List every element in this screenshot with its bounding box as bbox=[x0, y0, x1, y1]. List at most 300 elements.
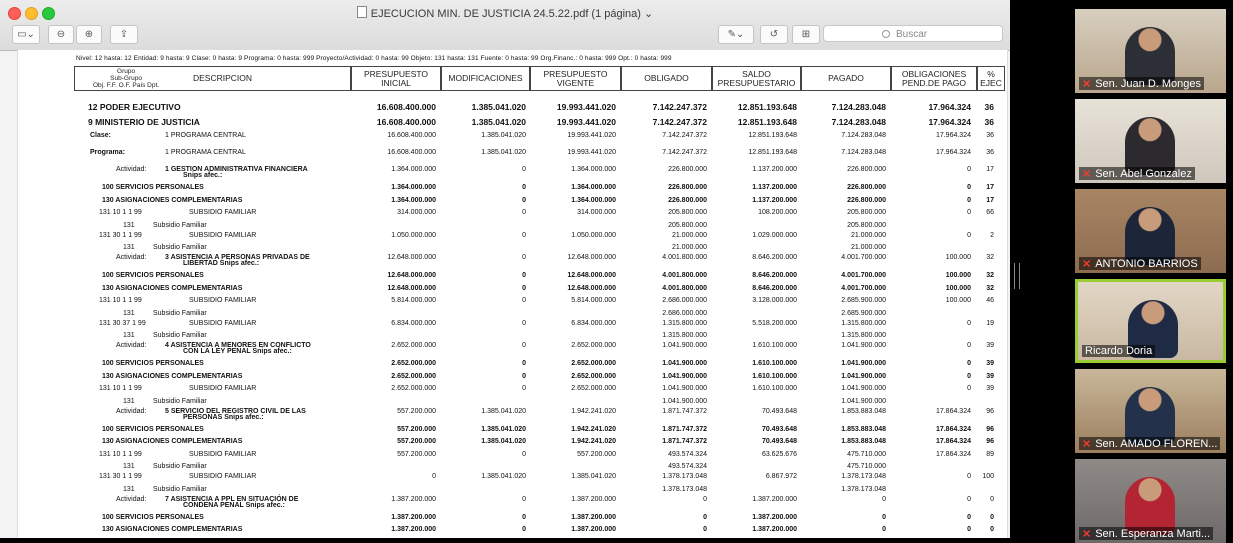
row-description: 130 ASIGNACIONES COMPLEMENTARIAS bbox=[102, 438, 243, 446]
cell-mod: 0 bbox=[522, 342, 526, 350]
cell-mod: 1.385.041.020 bbox=[481, 132, 526, 140]
cell-obl: 1.871.747.372 bbox=[662, 438, 707, 446]
cell-obl: 0 bbox=[703, 495, 707, 503]
cell-ini: 557.200.000 bbox=[397, 450, 436, 458]
row-description: SUBSIDIO FAMILIAR bbox=[189, 231, 257, 239]
cell-obl: 226.800.000 bbox=[668, 166, 707, 174]
cell-pct: 36 bbox=[986, 132, 994, 140]
cell-ini: 1.364.000.000 bbox=[391, 166, 436, 174]
row-description: 100 SERVICIOS PERSONALES bbox=[102, 184, 204, 192]
row-label: Programa: bbox=[90, 149, 126, 157]
row-description: 1 PROGRAMA CENTRAL bbox=[165, 149, 246, 157]
cell-sal: 1.137.200.000 bbox=[752, 166, 797, 174]
cell-obl: 1.315.800.000 bbox=[662, 332, 707, 340]
row-description: SUBSIDIO FAMILIAR bbox=[189, 319, 257, 327]
rotate-icon: ↺ bbox=[769, 29, 779, 40]
row-label: Actividad: bbox=[116, 166, 147, 174]
cell-mod: 0 bbox=[522, 209, 526, 217]
header-grupo: Grupo bbox=[117, 68, 136, 75]
cell-pen: 17.864.324 bbox=[935, 438, 971, 446]
cell-obl: 21.000.000 bbox=[671, 231, 707, 239]
cell-vig: 1.387.200.000 bbox=[571, 495, 616, 503]
cell-pen: 17.864.324 bbox=[935, 425, 971, 433]
cell-ini: 12.648.000.000 bbox=[387, 254, 436, 262]
cell-vig: 19.993.441.020 bbox=[556, 102, 616, 112]
cell-vig: 1.387.200.000 bbox=[571, 526, 616, 534]
cell-obl: 1.871.747.372 bbox=[662, 425, 707, 433]
cell-sal: 12.851.193.648 bbox=[748, 132, 797, 140]
object-code: 131 bbox=[123, 463, 135, 470]
object-code: 131 30 1 1 99 bbox=[99, 473, 142, 481]
cell-obl: 226.800.000 bbox=[668, 196, 707, 204]
cell-ini: 16.608.400.000 bbox=[376, 102, 436, 112]
cell-mod: 0 bbox=[522, 231, 526, 239]
cell-mod: 0 bbox=[522, 254, 526, 262]
cell-pen: 0 bbox=[967, 526, 971, 534]
cell-ini: 16.608.400.000 bbox=[387, 149, 436, 157]
row-subdescription: CONDENA PENAL Snips afec.: bbox=[183, 501, 285, 509]
zoom-out-button[interactable] bbox=[48, 25, 74, 44]
cell-pct: 39 bbox=[986, 385, 994, 393]
cell-ini: 12.648.000.000 bbox=[387, 284, 436, 292]
filter-line: Nivel: 12 hasta: 12 Entidad: 9 hasta: 9 Clase: 0 hasta: 9 Programa: 0 hasta: 999 Proyecto/Actividad: 0 hasta: 99 Objeto: 131 hasta: 131 Fuente: 0 hasta: 99 Org.Financ.: 0 hasta: 999 Opt.: 0 hasta: 999 bbox=[76, 55, 672, 62]
cell-pct: 36 bbox=[986, 149, 994, 157]
participant-name-text: Sen. Abel Gonzalez bbox=[1095, 168, 1192, 180]
cell-obl: 7.142.247.372 bbox=[652, 117, 707, 128]
row-description: 100 SERVICIOS PERSONALES bbox=[102, 513, 204, 521]
cell-obl: 493.574.324 bbox=[668, 450, 707, 458]
row-description: 1 GESTION ADMINISTRATIVA FINANCIERA bbox=[165, 166, 308, 174]
header-obligaciones-pend: OBLIGACIONES PEND.DE PAGO bbox=[891, 66, 977, 91]
cell-ini: 557.200.000 bbox=[397, 438, 436, 446]
participant-name bbox=[1079, 77, 1204, 90]
cell-sal: 12.851.193.648 bbox=[737, 117, 797, 128]
cell-vig: 19.993.441.020 bbox=[556, 117, 616, 128]
object-code: 131 10 1 1 99 bbox=[99, 209, 142, 217]
toolbox-icon: ⊞ bbox=[801, 29, 811, 40]
cell-ini: 16.608.400.000 bbox=[376, 117, 436, 128]
object-code: 131 10 1 1 99 bbox=[99, 297, 142, 305]
participant-name-text: Sen. Juan D. Monges bbox=[1095, 78, 1202, 90]
zoom-in-icon: ⊕ bbox=[84, 29, 94, 40]
window-title bbox=[0, 6, 1010, 20]
row-description: Subsidio Familiar bbox=[153, 463, 207, 470]
cell-pag: 21.000.000 bbox=[850, 244, 886, 252]
cell-vig: 5.814.000.000 bbox=[571, 297, 616, 305]
cell-vig: 1.942.241.020 bbox=[571, 438, 616, 446]
cell-vig: 314.000.000 bbox=[577, 209, 616, 217]
cell-pen: 0 bbox=[967, 495, 971, 503]
object-code: 131 bbox=[123, 397, 135, 405]
cell-obl: 1.315.800.000 bbox=[662, 319, 707, 327]
row-description: SUBSIDIO FAMILIAR bbox=[189, 450, 257, 458]
cell-ini: 6.834.000.000 bbox=[391, 319, 436, 327]
cell-pen: 17.964.324 bbox=[935, 149, 971, 157]
cell-pag: 4.001.700.000 bbox=[841, 284, 886, 292]
titlebar bbox=[0, 0, 1010, 51]
cell-obl: 205.800.000 bbox=[668, 221, 707, 229]
cell-mod: 0 bbox=[522, 297, 526, 305]
cell-pag: 1.041.900.000 bbox=[841, 342, 886, 350]
row-subdescription: PERSONAS Snips afec.: bbox=[183, 413, 264, 421]
participant-name bbox=[1082, 345, 1155, 357]
cell-pag: 475.710.000 bbox=[847, 463, 886, 470]
row-label: Clase: bbox=[90, 132, 112, 140]
cell-mod: 0 bbox=[522, 513, 526, 521]
cell-ini: 314.000.000 bbox=[397, 209, 436, 217]
row-description: SUBSIDIO FAMILIAR bbox=[189, 385, 257, 393]
cell-pag: 1.315.800.000 bbox=[841, 332, 886, 340]
cell-sal: 8.646.200.000 bbox=[752, 254, 797, 262]
cell-pag: 1.853.883.048 bbox=[841, 425, 886, 433]
cell-vig: 1.387.200.000 bbox=[571, 513, 616, 521]
cell-mod: 0 bbox=[522, 196, 526, 204]
cell-pct: 32 bbox=[986, 254, 994, 262]
cell-obl: 226.800.000 bbox=[668, 184, 707, 192]
cell-pen: 17.864.324 bbox=[935, 450, 971, 458]
participant-tile[interactable] bbox=[1075, 189, 1226, 273]
cell-ini: 0 bbox=[432, 473, 436, 481]
row-description: Subsidio Familiar bbox=[153, 244, 207, 252]
participant-name bbox=[1079, 527, 1213, 540]
cell-mod: 1.385.041.020 bbox=[481, 425, 526, 433]
cell-pen: 17.864.324 bbox=[935, 407, 971, 415]
cell-mod: 0 bbox=[522, 272, 526, 280]
cell-pen: 0 bbox=[967, 196, 971, 204]
cell-pct: 39 bbox=[986, 360, 994, 368]
cell-ini: 2.652.000.000 bbox=[391, 385, 436, 393]
cell-pag: 1.041.900.000 bbox=[841, 397, 886, 405]
window-title-text: EJECUCION MIN. DE JUSTICIA 24.5.22.pdf (1 página) bbox=[370, 8, 641, 20]
cell-mod: 0 bbox=[522, 385, 526, 393]
zoom-in-button[interactable] bbox=[76, 25, 102, 44]
search-icon bbox=[882, 30, 890, 38]
cell-vig: 1.364.000.000 bbox=[571, 166, 616, 174]
cell-pct: 36 bbox=[984, 117, 994, 128]
cell-pag: 7.124.283.048 bbox=[831, 102, 886, 112]
cell-obl: 205.800.000 bbox=[668, 209, 707, 217]
cell-pen: 0 bbox=[967, 360, 971, 368]
cell-obl: 1.041.900.000 bbox=[662, 372, 707, 380]
cell-mod: 0 bbox=[522, 450, 526, 458]
cell-mod: 1.385.041.020 bbox=[471, 117, 526, 128]
cell-pag: 21.000.000 bbox=[850, 231, 886, 239]
rotate-button[interactable] bbox=[760, 25, 788, 44]
cell-pct: 17 bbox=[986, 166, 994, 174]
cell-vig: 2.652.000.000 bbox=[571, 372, 616, 380]
search-placeholder: Buscar bbox=[896, 29, 928, 40]
cell-pct: 0 bbox=[990, 495, 994, 503]
cell-obl: 7.142.247.372 bbox=[662, 132, 707, 140]
cell-pen: 100.000 bbox=[945, 254, 971, 262]
cell-ini: 1.364.000.000 bbox=[391, 196, 436, 204]
cell-pag: 2.685.900.000 bbox=[841, 309, 886, 317]
cell-pag: 7.124.283.048 bbox=[841, 149, 886, 157]
cell-vig: 2.652.000.000 bbox=[571, 385, 616, 393]
cell-pag: 0 bbox=[882, 526, 886, 534]
share-button[interactable] bbox=[110, 25, 138, 44]
cell-ini: 12.648.000.000 bbox=[387, 272, 436, 280]
header-group bbox=[74, 66, 351, 91]
cell-pen: 100.000 bbox=[945, 297, 971, 305]
cell-ini: 1.387.200.000 bbox=[391, 495, 436, 503]
cell-pen: 0 bbox=[967, 231, 971, 239]
cell-pen: 0 bbox=[967, 385, 971, 393]
cell-vig: 6.834.000.000 bbox=[571, 319, 616, 327]
cell-pag: 2.685.900.000 bbox=[841, 297, 886, 305]
zoom-out-icon: ⊖ bbox=[56, 29, 66, 40]
header-group-lines bbox=[93, 68, 159, 89]
cell-ini: 1.364.000.000 bbox=[391, 184, 436, 192]
row-label: Actividad: bbox=[116, 254, 147, 262]
participant-tile[interactable] bbox=[1075, 9, 1226, 93]
row-description: Subsidio Familiar bbox=[153, 485, 207, 493]
cell-pct: 46 bbox=[986, 297, 994, 305]
cell-pag: 1.853.883.048 bbox=[841, 407, 886, 415]
cell-pag: 475.710.000 bbox=[847, 450, 886, 458]
cell-ini: 5.814.000.000 bbox=[391, 297, 436, 305]
cell-sal: 5.518.200.000 bbox=[752, 319, 797, 327]
cell-obl: 2.686.000.000 bbox=[662, 297, 707, 305]
cell-obl: 1.041.900.000 bbox=[662, 385, 707, 393]
cell-vig: 2.652.000.000 bbox=[571, 360, 616, 368]
object-code: 131 10 1 1 99 bbox=[99, 385, 142, 393]
object-code: 131 bbox=[123, 332, 135, 340]
row-description: 130 ASIGNACIONES COMPLEMENTARIAS bbox=[102, 284, 243, 292]
row-description: SUBSIDIO FAMILIAR bbox=[189, 297, 257, 305]
header-presupuesto-inicial: PRESUPUESTO INICIAL bbox=[351, 66, 441, 91]
cell-pct: 96 bbox=[986, 407, 994, 415]
cell-pag: 205.800.000 bbox=[847, 209, 886, 217]
cell-pen: 0 bbox=[967, 342, 971, 350]
cell-sal: 8.646.200.000 bbox=[752, 284, 797, 292]
cell-obl: 0 bbox=[703, 513, 707, 521]
cell-sal: 8.646.200.000 bbox=[752, 272, 797, 280]
row-subdescription: LIBERTAD Snips afec.: bbox=[183, 260, 260, 268]
participant-name bbox=[1079, 167, 1195, 180]
participant-name bbox=[1079, 437, 1220, 450]
cell-pag: 226.800.000 bbox=[847, 196, 886, 204]
markup-button[interactable] bbox=[718, 25, 754, 44]
cell-sal: 108.200.000 bbox=[758, 209, 797, 217]
participant-tile[interactable] bbox=[1075, 99, 1226, 183]
row-subdescription: CON LA LEY PENAL Snips afec.: bbox=[183, 348, 292, 356]
cell-pen: 17.964.324 bbox=[928, 102, 971, 112]
row-description: 9 MINISTERIO DE JUSTICIA bbox=[88, 117, 200, 128]
cell-mod: 0 bbox=[522, 284, 526, 292]
object-code: 131 10 1 1 99 bbox=[99, 450, 142, 458]
cell-sal: 1.387.200.000 bbox=[752, 526, 797, 534]
search-input[interactable] bbox=[823, 25, 1003, 42]
sidebar-toggle-button[interactable] bbox=[12, 25, 40, 44]
cell-pag: 7.124.283.048 bbox=[831, 117, 886, 128]
participant-name bbox=[1079, 257, 1201, 270]
cell-pag: 0 bbox=[882, 513, 886, 521]
participant-tile[interactable] bbox=[1075, 279, 1226, 363]
row-description: Subsidio Familiar bbox=[153, 221, 207, 229]
row-description: 4 ASISTENCIA A MENORES EN CONFLICTO bbox=[165, 342, 311, 350]
chevron-down-icon[interactable]: ⌄ bbox=[644, 8, 654, 20]
cell-pct: 100 bbox=[982, 473, 994, 481]
header-modificaciones: MODIFICACIONES bbox=[441, 66, 530, 91]
cell-obl: 4.001.800.000 bbox=[662, 272, 707, 280]
cell-sal: 1.610.100.000 bbox=[752, 385, 797, 393]
pen-icon: ✎⌄ bbox=[727, 29, 745, 40]
cell-obl: 1.041.900.000 bbox=[662, 360, 707, 368]
row-description: Subsidio Familiar bbox=[153, 332, 207, 340]
cell-obl: 493.574.324 bbox=[668, 463, 707, 470]
cell-pct: 39 bbox=[986, 372, 994, 380]
cell-pct: 32 bbox=[986, 284, 994, 292]
cell-pct: 17 bbox=[986, 196, 994, 204]
participant-name-text: Sen. Esperanza Marti... bbox=[1095, 528, 1211, 540]
cell-vig: 12.648.000.000 bbox=[567, 272, 616, 280]
object-code: 131 30 37 1 99 bbox=[99, 319, 146, 327]
cell-pag: 1.041.900.000 bbox=[841, 372, 886, 380]
cell-pen: 0 bbox=[967, 184, 971, 192]
cell-mod: 1.385.041.020 bbox=[481, 438, 526, 446]
cell-sal: 63.625.676 bbox=[761, 450, 797, 458]
cell-vig: 2.652.000.000 bbox=[571, 342, 616, 350]
cell-pct: 89 bbox=[986, 450, 994, 458]
header-saldo: SALDO PRESUPUESTARIO bbox=[712, 66, 801, 91]
participant-name-text: ANTONIO BARRIOS bbox=[1095, 258, 1198, 270]
row-label: Actividad: bbox=[116, 342, 147, 350]
cell-pag: 226.800.000 bbox=[847, 184, 886, 192]
cell-vig: 1.364.000.000 bbox=[571, 196, 616, 204]
cell-sal: 6.867.972 bbox=[765, 473, 797, 481]
object-code: 131 30 1 1 99 bbox=[99, 231, 142, 239]
cell-pag: 1.853.883.048 bbox=[841, 438, 886, 446]
row-description: 130 ASIGNACIONES COMPLEMENTARIAS bbox=[102, 196, 243, 204]
cell-pct: 36 bbox=[984, 102, 994, 112]
row-description: SUBSIDIO FAMILIAR bbox=[189, 473, 257, 481]
row-description: 130 ASIGNACIONES COMPLEMENTARIAS bbox=[102, 372, 243, 380]
row-label: Actividad: bbox=[116, 407, 147, 415]
cell-mod: 0 bbox=[522, 184, 526, 192]
row-description: 130 ASIGNACIONES COMPLEMENTARIAS bbox=[102, 526, 243, 534]
participant-tile[interactable] bbox=[1075, 459, 1226, 543]
cell-pct: 2 bbox=[990, 231, 994, 239]
cell-obl: 1.378.173.048 bbox=[662, 473, 707, 481]
cell-pct: 0 bbox=[990, 513, 994, 521]
cell-mod: 0 bbox=[522, 319, 526, 327]
row-description: 3 ASISTENCIA A PERSONAS PRIVADAS DE bbox=[165, 254, 310, 262]
cell-pct: 0 bbox=[990, 526, 994, 534]
cell-sal: 70.493.648 bbox=[761, 438, 797, 446]
header-pct-ejec: % EJEC bbox=[977, 66, 1005, 91]
cell-pct: 96 bbox=[986, 438, 994, 446]
share-icon: ⇪ bbox=[119, 29, 129, 40]
cell-obl: 7.142.247.372 bbox=[662, 149, 707, 157]
object-code: 131 bbox=[123, 485, 135, 493]
cell-ini: 1.050.000.000 bbox=[391, 231, 436, 239]
toolbox-button[interactable] bbox=[792, 25, 820, 44]
cell-vig: 12.648.000.000 bbox=[567, 254, 616, 262]
cell-vig: 19.993.441.020 bbox=[567, 132, 616, 140]
cell-obl: 2.686.000.000 bbox=[662, 309, 707, 317]
cell-pen: 0 bbox=[967, 319, 971, 327]
cell-vig: 1.050.000.000 bbox=[571, 231, 616, 239]
row-description: 12 PODER EJECUTIVO bbox=[88, 102, 181, 112]
cell-obl: 4.001.800.000 bbox=[662, 254, 707, 262]
muted-mic-icon: ⨯ bbox=[1082, 168, 1092, 180]
cell-pct: 96 bbox=[986, 425, 994, 433]
participant-name-text: Ricardo Doria bbox=[1085, 345, 1153, 357]
row-description: SUBSIDIO FAMILIAR bbox=[189, 209, 257, 217]
cell-pct: 19 bbox=[986, 319, 994, 327]
muted-mic-icon: ⨯ bbox=[1082, 438, 1092, 450]
header-obj: Obj. F.F. O.F. País Dpt. bbox=[93, 82, 160, 89]
cell-sal: 70.493.648 bbox=[761, 407, 797, 415]
cell-pen: 100.000 bbox=[945, 272, 971, 280]
cell-ini: 2.652.000.000 bbox=[391, 342, 436, 350]
cell-pen: 0 bbox=[967, 209, 971, 217]
row-description: 100 SERVICIOS PERSONALES bbox=[102, 272, 204, 280]
cell-sal: 12.851.193.648 bbox=[737, 102, 797, 112]
object-code: 131 bbox=[123, 221, 135, 229]
participant-tile[interactable] bbox=[1075, 369, 1226, 453]
cell-pag: 7.124.283.048 bbox=[841, 132, 886, 140]
sidebar-icon: ▭⌄ bbox=[17, 29, 35, 40]
cell-mod: 1.385.041.020 bbox=[481, 407, 526, 415]
cell-pen: 0 bbox=[967, 372, 971, 380]
cell-mod: 1.385.041.020 bbox=[481, 149, 526, 157]
cell-pen: 17.964.324 bbox=[935, 132, 971, 140]
header-descripcion: DESCRIPCION bbox=[193, 73, 253, 83]
cell-sal: 70.493.648 bbox=[761, 425, 797, 433]
muted-mic-icon: ⨯ bbox=[1082, 528, 1092, 540]
cell-pag: 1.041.900.000 bbox=[841, 385, 886, 393]
header-presupuesto-vigente: PRESUPUESTO VIGENTE bbox=[530, 66, 621, 91]
cell-mod: 1.385.041.020 bbox=[471, 102, 526, 112]
object-code: 131 bbox=[123, 309, 135, 317]
cell-obl: 0 bbox=[703, 526, 707, 534]
cell-pag: 1.315.800.000 bbox=[841, 319, 886, 327]
cell-pag: 1.041.900.000 bbox=[841, 360, 886, 368]
muted-mic-icon: ⨯ bbox=[1082, 258, 1092, 270]
cell-obl: 1.041.900.000 bbox=[662, 342, 707, 350]
header-subgrupo: Sub-Grupo bbox=[110, 75, 142, 82]
cell-pag: 4.001.700.000 bbox=[841, 272, 886, 280]
cell-sal: 1.387.200.000 bbox=[752, 513, 797, 521]
cell-vig: 557.200.000 bbox=[577, 450, 616, 458]
cell-ini: 1.387.200.000 bbox=[391, 513, 436, 521]
cell-pct: 32 bbox=[986, 272, 994, 280]
row-description: Subsidio Familiar bbox=[153, 309, 207, 317]
cell-vig: 1.942.241.020 bbox=[571, 425, 616, 433]
cell-ini: 557.200.000 bbox=[397, 407, 436, 415]
cell-pct: 39 bbox=[986, 342, 994, 350]
cell-pct: 66 bbox=[986, 209, 994, 217]
cell-sal: 1.137.200.000 bbox=[752, 196, 797, 204]
cell-mod: 0 bbox=[522, 360, 526, 368]
row-description: Subsidio Familiar bbox=[153, 397, 207, 405]
cell-vig: 12.648.000.000 bbox=[567, 284, 616, 292]
row-description: 1 PROGRAMA CENTRAL bbox=[165, 132, 246, 140]
row-description: 7 ASISTENCIA A PPL EN SITUACIÓN DE bbox=[165, 495, 299, 503]
cell-pen: 100.000 bbox=[945, 284, 971, 292]
pdf-page bbox=[17, 50, 1008, 538]
cell-pag: 4.001.700.000 bbox=[841, 254, 886, 262]
muted-mic-icon: ⨯ bbox=[1082, 78, 1092, 90]
participant-name-text: Sen. AMADO FLOREN... bbox=[1095, 438, 1218, 450]
cell-pen: 0 bbox=[967, 513, 971, 521]
object-code: 131 bbox=[123, 244, 135, 252]
row-description: 100 SERVICIOS PERSONALES bbox=[102, 360, 204, 368]
cell-obl: 1.378.173.048 bbox=[662, 485, 707, 493]
resize-handle[interactable] bbox=[1014, 263, 1020, 289]
